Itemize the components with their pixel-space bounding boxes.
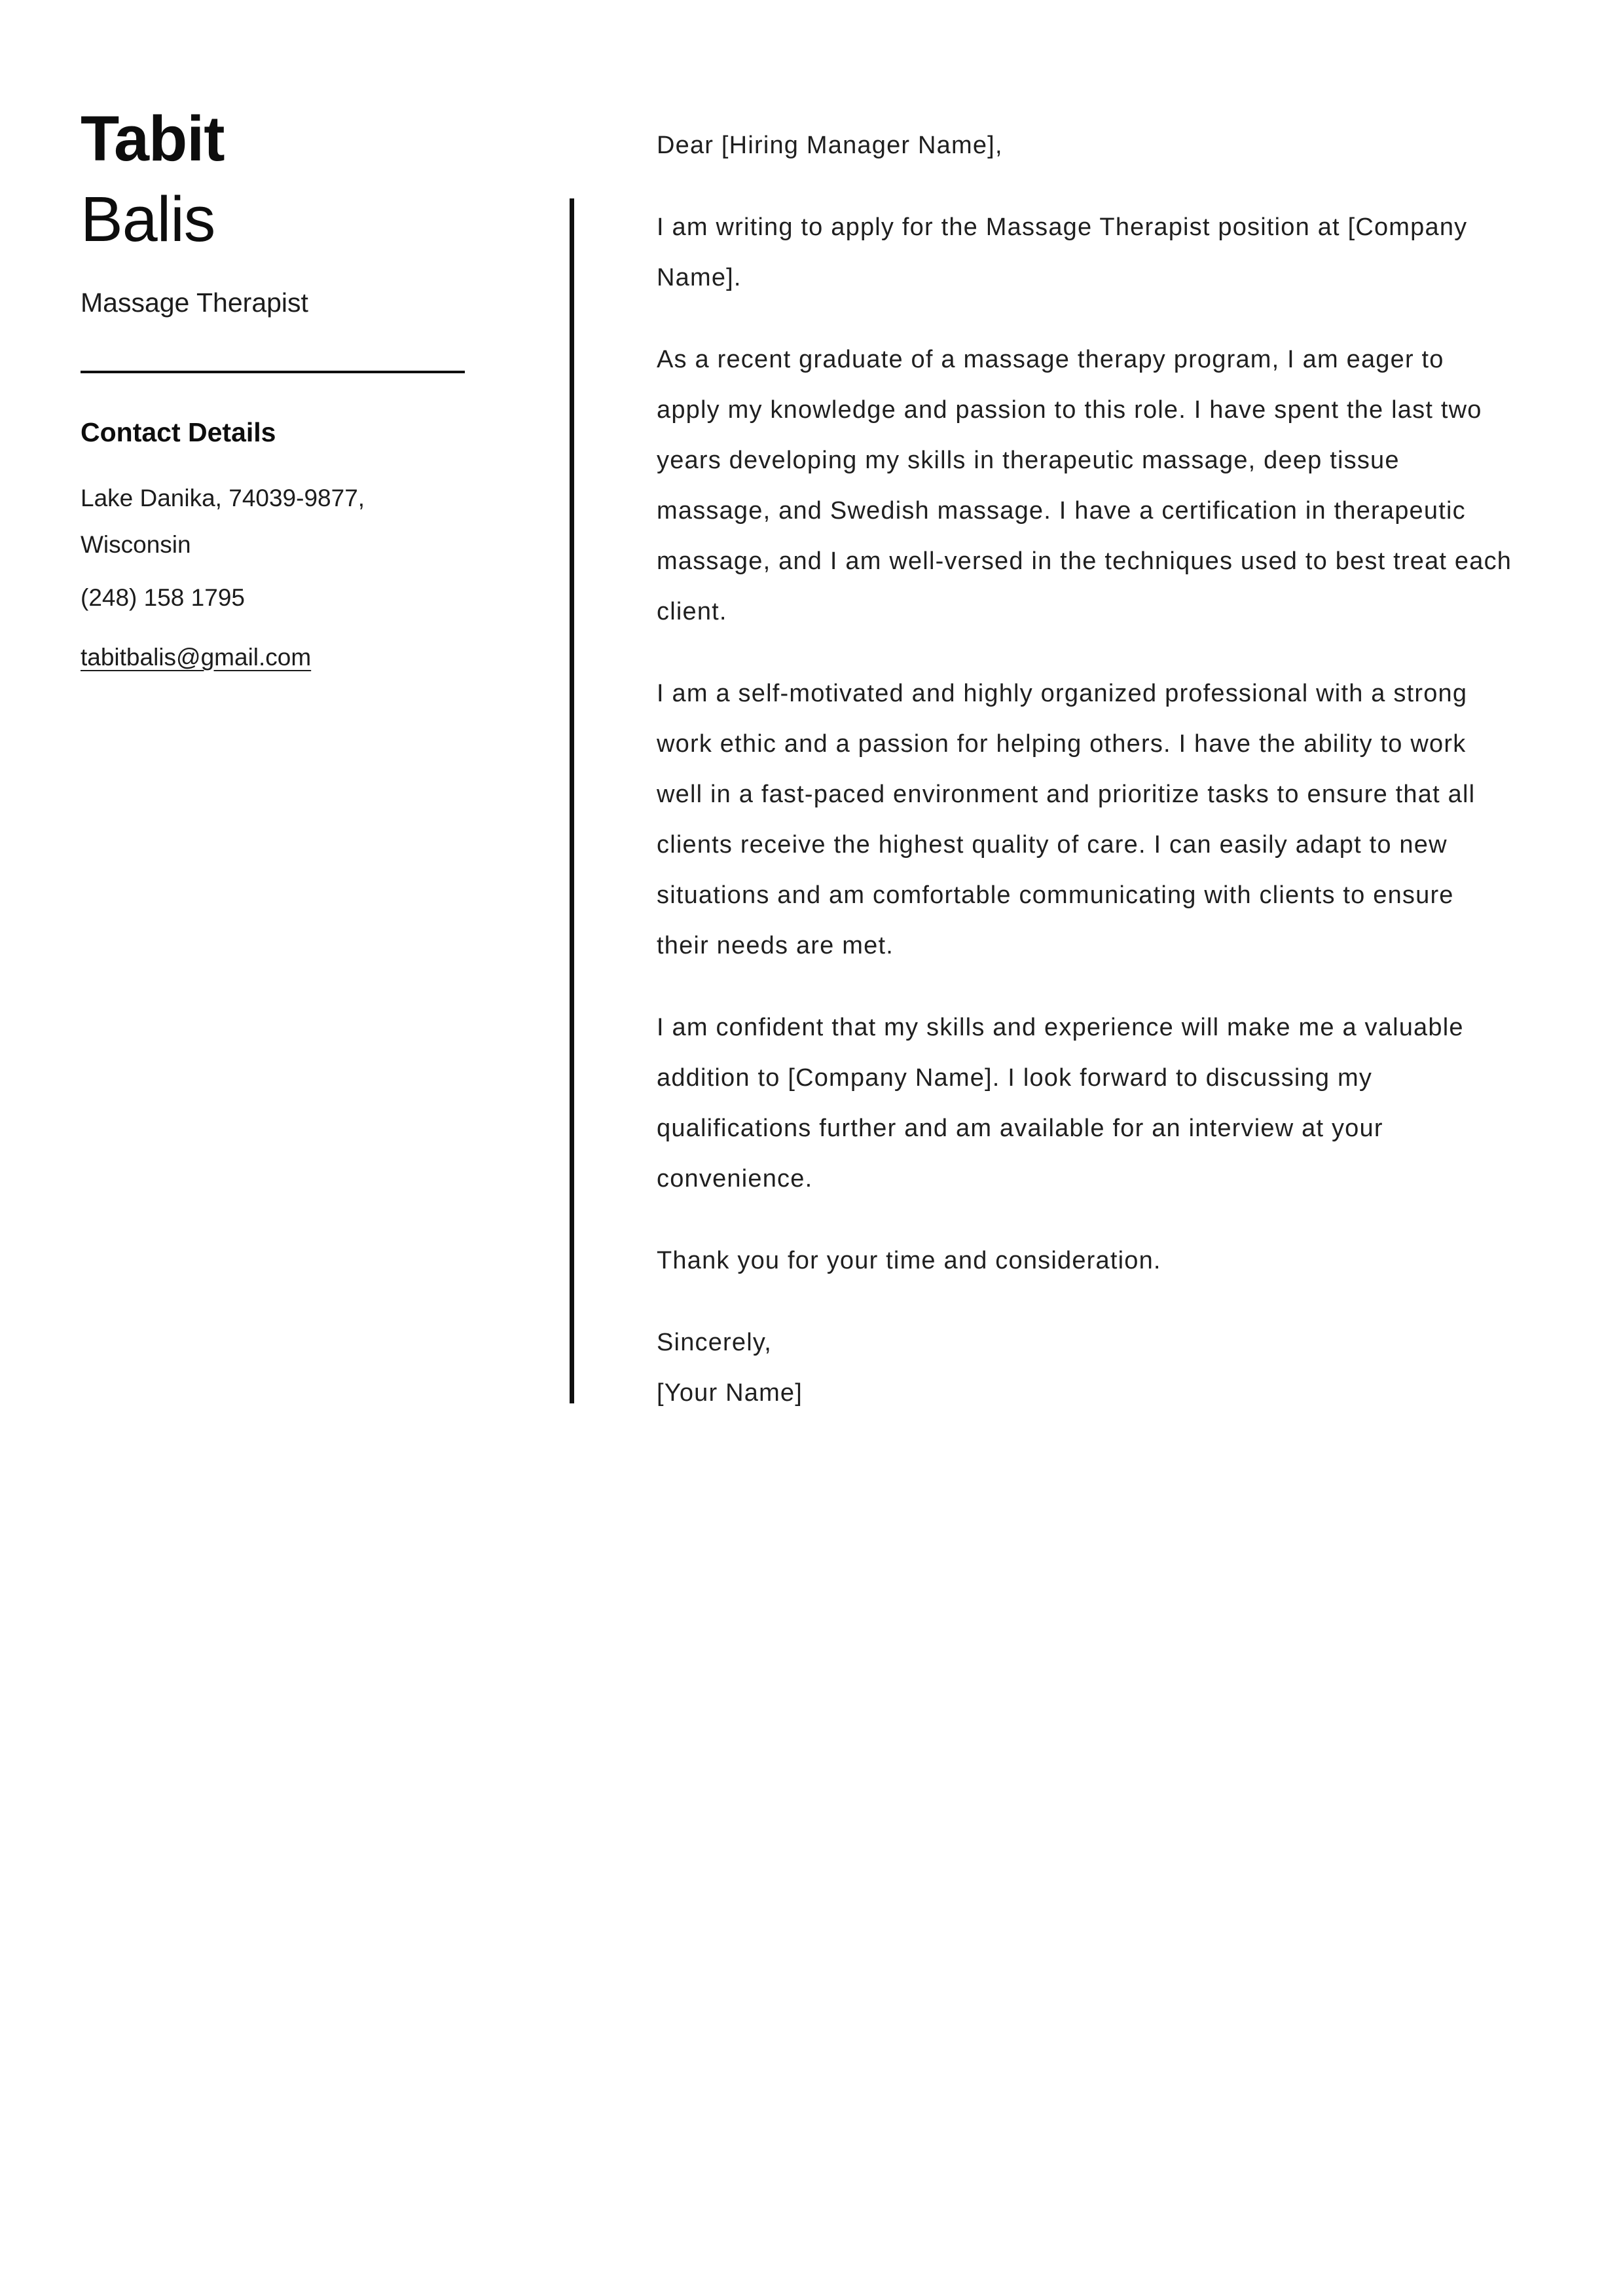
letter-paragraph: As a recent graduate of a massage therapy program, I am eager to apply my knowledge and passion to this role. I have spent the last two years developing my skills in therapeutic massage, deep tissue massage, and Swedish massage. I have a certification in therapeutic massage, and I am well-versed in the techniques used to best treat each client. (657, 346, 1512, 625)
applicant-last-name: Balis (81, 183, 215, 255)
cover-letter-body (657, 120, 1512, 1418)
salutation: Dear [Hiring Manager Name], (657, 132, 1003, 159)
phone-number: (248) 158 1795 (81, 584, 245, 611)
job-title: Massage Therapist (81, 287, 308, 318)
address (81, 475, 465, 568)
letter-paragraph: I am a self-motivated and highly organized professional with a strong work ethic and a passion for helping others. I have the ability to work well in a fast-paced environment and prioritize tasks to ensure that all clients receive the highest quality of care. I can easily adapt to new situations and am comfortable communicating with clients to ensure their needs are met. (657, 680, 1476, 959)
letter-paragraph: Thank you for your time and consideration. (657, 1247, 1161, 1274)
sidebar-horizontal-rule (81, 371, 465, 373)
applicant-name (81, 98, 465, 259)
letter-paragraph: I am confident that my skills and experience will make me a valuable addition to [Company Name]. I look forward to discussing my qualifications further and am available for an interview at your convenience. (657, 1014, 1464, 1193)
vertical-divider (570, 198, 574, 1403)
contact-details-heading: Contact Details (81, 417, 276, 447)
applicant-first-name: Tabit (81, 103, 225, 174)
sidebar (81, 98, 465, 680)
signature-placeholder: [Your Name] (657, 1379, 803, 1407)
address-line-2: Wisconsin (81, 531, 191, 558)
closing-word: Sincerely, (657, 1329, 773, 1356)
address-line-1: Lake Danika, 74039-9877, (81, 485, 365, 511)
closing-block (657, 1318, 1512, 1418)
letter-paragraph: I am writing to apply for the Massage Therapist position at [Company Name]. (657, 213, 1468, 291)
email-link[interactable]: tabitbalis@gmail.com (81, 644, 312, 671)
